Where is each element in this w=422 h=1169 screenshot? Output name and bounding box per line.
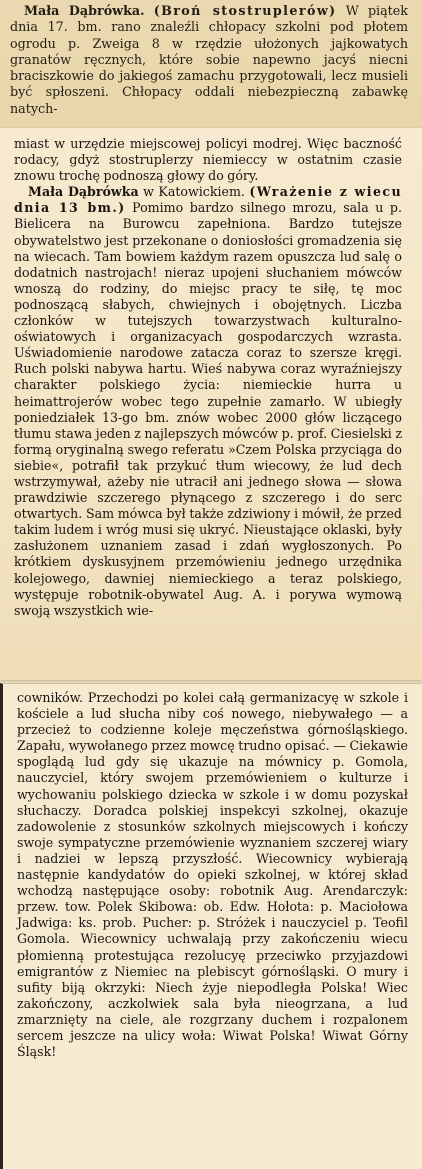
article-body-text: W piątek dnia 17. bm. rano znaleźli chłopacy szkolni pod płotem ogrodu p. Zweiga 8 w rzędzie ułożonych jajkowatych granatów ręcznych, które sobie napewno jacyś niecni braciszkowie do jakiegoś zamachu przygotowali, lecz musieli być spłoszeni. Chłopacy oddali niebezpieczną zabawkę natych- — [10, 3, 408, 116]
article-body-text: cowników. Przechodzi po kolei całą germanizacyę w szkole i kościele a lud słucha niby coś nowego, niebywałego — a przecież to codzienne koleje męczeństwa górnośląskiego. Zapału, wywołanego przez mowcę trudno opisać. — Ciekawie spoglądą lud gdy się ukazuje na mównicy p. Gomola, nauczyciel, który swojem przemówieniem o kulturze i wychowaniu polskiego dziecka w szkole i w domu pozyskał słuchaczy. Doradca polskiej inspekcyi szkolnej, okazuje zadowolenie z stosunków szkolnych miejscowych i kończy swoje sympatyczne przemówienie wyznaniem szczerej wiary i nadziei w lepszą przyszłość. Wiecownicy wybierają następnie kandydatów do opieki szkolnej, w której skład wchodzą następujące osoby: robotnik Aug. Arendarczyk: przew. tow. Polek Skibowa: ob. Edw. Hołota: p. Maciołowa Jadwiga: ks. prob. Pucher: p. Stróżek i nauczyciel p. Teofil Gomola. Wiecownicy uchwalają przy zakończeniu wiecu płomienną protestująca rezolucyę przeciwko przyjazdowi emigrantów z Niemiec na plebiscyt górnośląski. O mury i sufity biją okrzyki: Niech żyje niepodległa Polska! Wiec zakończony, aczkolwiek sala była nieogrzana, a lud zmarznięty na ciele, ale rozgrzany duchem i rozpalonem sercem jeszcze na ulicy woła: Wiwat Polska! Wiwat Górny Śląsk! — [17, 690, 408, 1060]
article-body-text: Pomimo bardzo silnego mrozu, sala u p. Bielicera na Burowcu zapełniona. Bardzo tutejsze obywatelstwo jest przekonane o doniosłości gromadzenia się na wiecach. Tam bowiem każdym razem opuszcza lud salę o dodatnich nastrojach! nieraz upojeni słuchaniem mówców wnoszą do rodziny, do miejsc pracy te siłę, tę moc podnoszącą słabych, chwiejnych i obojętnych. Liczba członków w tutejszych towarzystwach kulturalno-oświatowych i organizacyach gospodarczych wzrasta. Uświadomienie narodowe zatacza coraz to szersze kręgi. Ruch polski nabywa hartu. Wieś nabywa coraz wyraźniejszy charakter polskiego życia: niemieckie hurra u heimattrojerów wobec tego zupełnie zamarło. W ubiegły poniedziałek 13-go bm. znów wobec 2000 głów liczącego tłumu stawa jeden z najlepszych mówców p. prof. Ciesielski z formą oryginalną swego referatu »Czem Polska przyciąga do siebie«, potrafił tak przykuć tłum wiecowy, że lud dech wstrzymywał, ażeby nie utracił ani jednego słowa — słowa prawdziwie szczerego płynącego z szczerego i do serc otwartych. Sam mówca był także zdziwiony i mówił, że przed takim ludem i wróg musi się ukryć. Nieustające oklaski, były zasłużonem uznaniem zasad i zdań wygłoszonych. Po krótkiem dyskusyjnem przemówieniu jednego urzędnika kolejowego, dawniej niemieckiego a teraz polskiego, występuje robotnik-obywatel Aug. A. i porywa wymową swoją wszystkich wie- — [14, 200, 402, 618]
article-paragraph — [14, 136, 402, 184]
article-heading: Mała Dąbrówka — [28, 184, 139, 200]
article-clipping-top — [0, 0, 422, 145]
article-body-text: miast w urzędzie miejscowej policyi modrej. Więc baczność rodacy, gdyż stostruplerzy niemieccy w ostatnim czasie znowu trochę podnoszą głowy do góry. — [14, 136, 402, 184]
article-subheading: (Broń stostruplerów) — [153, 3, 337, 18]
article-heading-tail: w Katowickiem. — [143, 184, 245, 200]
article-paragraph — [10, 3, 408, 117]
article-paragraph — [17, 690, 408, 1060]
article-clipping-bottom — [0, 683, 422, 1169]
article-heading: Mała Dąbrówka. — [24, 3, 145, 18]
article-clipping-middle — [0, 128, 422, 680]
article-paragraph — [14, 184, 402, 619]
impressions-label: (Wrażenie z wiecu dnia 13 bm.) — [14, 184, 402, 216]
